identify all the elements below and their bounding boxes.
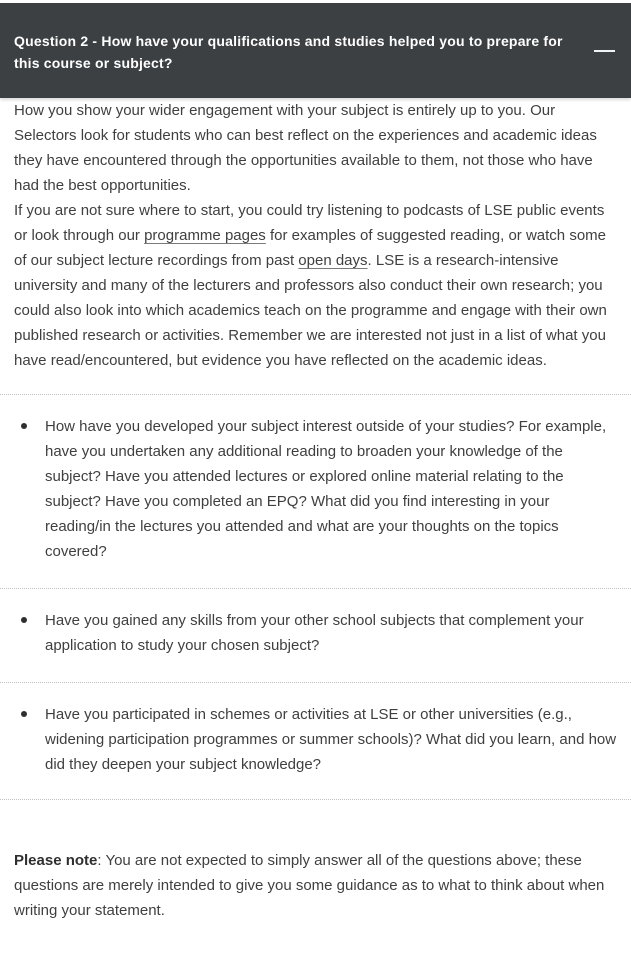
list-item-text: How have you developed your subject interest outside of your studies? For example, have you undertaken any additional reading to broaden your knowledge of the subject? Have you attended lectures or explored online material relating to the subject? Have you completed an EPQ? What did you find interesting in your reading/in the lectures you attended and what are your thoughts on the topics covered? [45,418,607,560]
guidance-paragraph [0,198,631,373]
list-item [0,394,631,588]
list-item-text: Have you gained any skills from your other school subjects that complement your application to study your chosen subject? [45,612,584,654]
bullet-icon [21,711,27,717]
intro-paragraph: How you show your wider engagement with your subject is entirely up to you. Our Selectors look for students who can best reflect on the experiences and academic ideas they have encountered through the opportunities available to them, not those who have had the best opportunities. [14,102,597,194]
please-note-label: Please note [14,852,98,869]
list-item [0,682,631,800]
accordion-header-question-2[interactable] [0,3,631,98]
list-item-text: Have you participated in schemes or activities at LSE or other universities (e.g., widening participation programmes or summer schools)? What did you learn, and how did they deepen your subject knowledge? [45,706,617,773]
list-item [0,588,631,682]
please-note-text: : You are not expected to simply answer all of the questions above; these questions are merely intended to give you some guidance as to what to think about when writing your statement. [14,852,605,919]
bullet-icon [21,617,27,623]
please-note-paragraph [0,800,631,923]
bullet-icon [21,423,27,429]
programme-pages-link[interactable]: programme pages [144,227,266,244]
minus-icon[interactable] [594,50,615,52]
accordion-panel-body [0,98,631,923]
paragraph-text: for examples of suggested reading, or watch some of our subject lecture recordings from past [14,227,606,269]
question-title: Question 2 - How have your qualifications and studies helped you to prepare for this course or subject? [14,33,563,71]
paragraph-text: If you are not sure where to start, you could try listening to podcasts of LSE public events or look through our [14,202,605,244]
open-days-link[interactable]: open days [298,252,368,269]
paragraph-text: . LSE is a research-intensive university and many of the lecturers and professors also conduct their own research; you could also look into which academics teach on the programme and engage with their own published research or activities. Remember we are interested not just in a list of what you have read/encountered, but evidence you have reflected on the academic ideas. [14,252,607,369]
prompt-question-list [0,394,631,800]
